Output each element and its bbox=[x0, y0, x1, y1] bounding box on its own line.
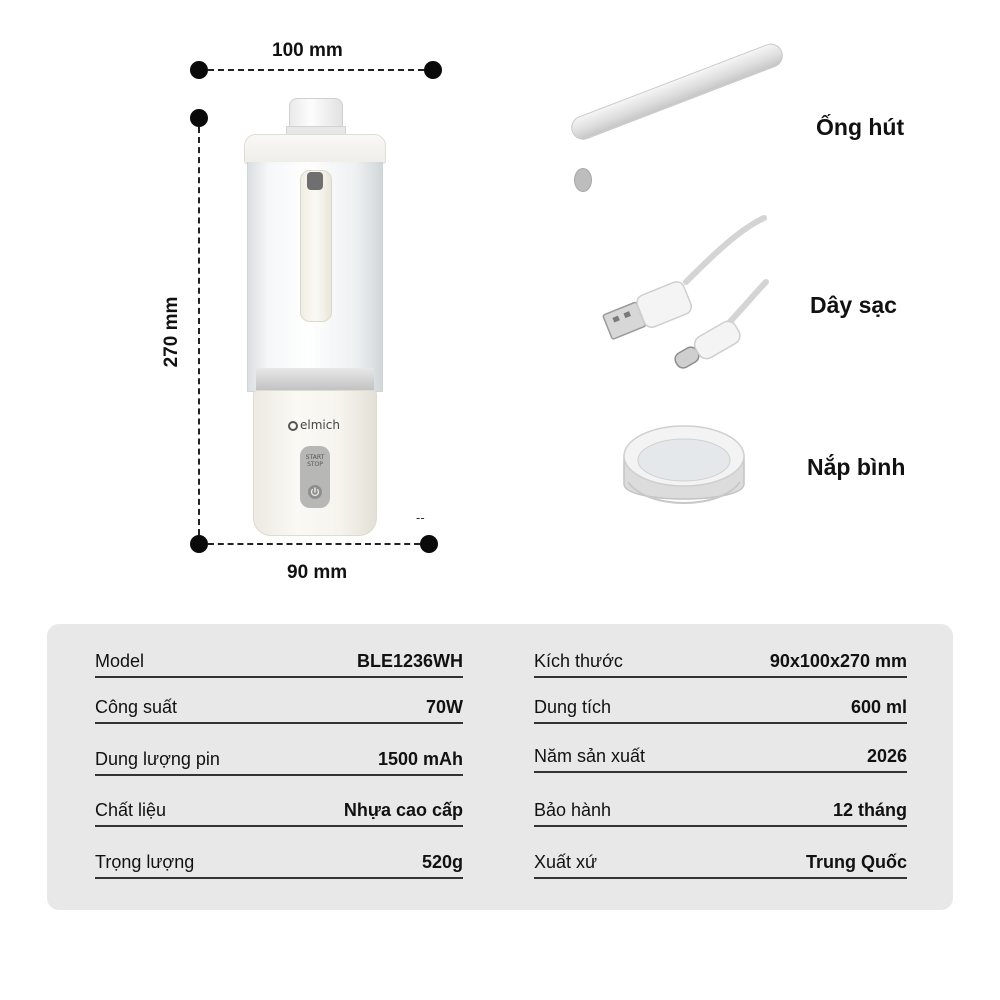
spec-value: 1500 mAh bbox=[377, 749, 463, 769]
spec-value: BLE1236WH bbox=[356, 651, 463, 671]
dimension-dot-top-left bbox=[190, 61, 208, 79]
spec-value: Nhựa cao cấp bbox=[343, 800, 463, 820]
spec-value: 600 ml bbox=[850, 697, 907, 717]
start-stop-text bbox=[300, 454, 330, 468]
dimension-dot-top-right bbox=[424, 61, 442, 79]
spec-value: 90x100x270 mm bbox=[769, 651, 907, 671]
spec-row-weight bbox=[95, 845, 463, 879]
blender-handle bbox=[300, 170, 332, 322]
brand-logo-icon bbox=[288, 421, 298, 431]
blender-handle-knob bbox=[307, 172, 323, 190]
spec-value: 70W bbox=[425, 697, 463, 717]
spec-row-year bbox=[534, 739, 907, 773]
blender-blade bbox=[256, 368, 374, 392]
power-icon bbox=[307, 484, 323, 500]
spec-label: Chất liệu bbox=[95, 800, 167, 820]
lid-image bbox=[618, 420, 750, 520]
spec-label: Dung tích bbox=[534, 697, 612, 717]
stray-mark: -- bbox=[416, 510, 425, 525]
accessory-label-straw: Ống hút bbox=[816, 114, 905, 140]
spec-row-origin bbox=[534, 845, 907, 879]
width-dimension-label: 100 mm bbox=[272, 40, 343, 61]
blender-lid bbox=[244, 134, 386, 164]
usb-cable-image bbox=[598, 210, 778, 385]
spec-row-size bbox=[534, 644, 907, 678]
straw-end bbox=[574, 168, 592, 192]
spec-label: Bảo hành bbox=[534, 800, 612, 820]
spec-panel bbox=[47, 624, 953, 910]
spec-value: Trung Quốc bbox=[806, 852, 907, 872]
straw-image bbox=[568, 40, 787, 143]
dimension-dot-bottom-right bbox=[420, 535, 438, 553]
spec-value: 2026 bbox=[866, 746, 907, 766]
start-text: START bbox=[305, 454, 325, 461]
dimension-dot-bottom-left bbox=[190, 535, 208, 553]
height-dimension-line bbox=[198, 127, 200, 535]
stop-text: STOP bbox=[307, 461, 323, 468]
spec-row-model bbox=[95, 644, 463, 678]
spec-row-battery bbox=[95, 742, 463, 776]
height-dimension-label: 270 mm bbox=[161, 296, 182, 368]
brand-logo bbox=[288, 418, 340, 432]
spec-label: Xuất xứ bbox=[534, 852, 598, 872]
spec-label: Model bbox=[95, 651, 145, 671]
spec-row-power bbox=[95, 690, 463, 724]
spec-label: Dung lượng pin bbox=[95, 749, 220, 769]
spec-label: Năm sản xuất bbox=[534, 746, 646, 766]
blender-image bbox=[244, 98, 386, 538]
spec-row-warranty bbox=[534, 793, 907, 827]
accessory-label-charging-cable: Dây sạc bbox=[810, 292, 897, 318]
spec-label: Kích thước bbox=[534, 651, 623, 671]
brand-logo-text: elmich bbox=[300, 418, 340, 432]
width-dimension-line bbox=[208, 69, 424, 71]
spec-value: 12 tháng bbox=[832, 800, 907, 820]
spec-label: Công suất bbox=[95, 697, 178, 717]
spec-label: Trọng lượng bbox=[95, 852, 195, 872]
spec-value: 520g bbox=[421, 852, 463, 872]
accessory-label-lid: Nắp bình bbox=[807, 454, 906, 480]
spec-row-capacity bbox=[534, 690, 907, 724]
spec-row-material bbox=[95, 793, 463, 827]
base-dimension-line bbox=[208, 543, 420, 545]
dimension-dot-upper bbox=[190, 109, 208, 127]
base-width-dimension-label: 90 mm bbox=[287, 562, 348, 583]
